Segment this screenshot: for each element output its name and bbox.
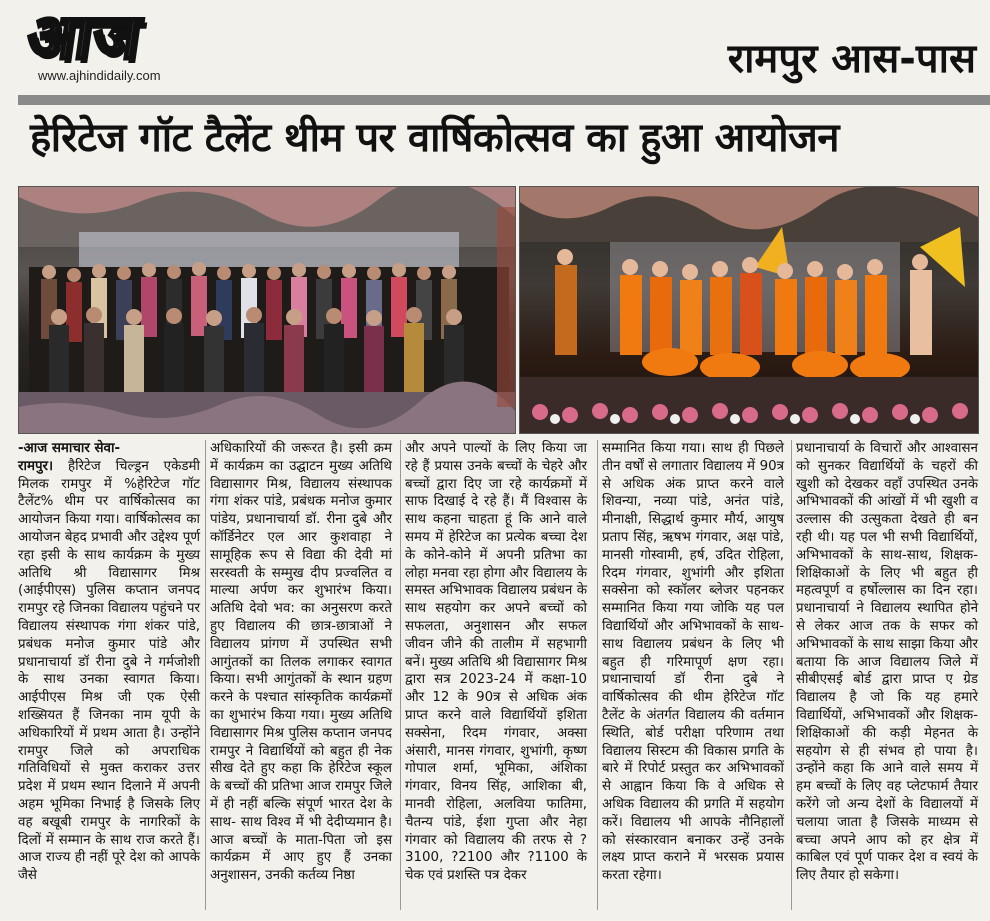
column-1-text: हैरिटेज चिल्ड्रन एकेडमी मिलक रामपुर में %हेरिटेज गॉट टैलेंट% थीम पर वार्षिकोत्सव का आयोजन किया गया। वार्षिकोत्सव का आयोजन बेहद प्रभावी और उद्देश्य पूर्ण रहा इसी के साथ कार्यक्रम के मुख्य अतिथि श्री विद्यासागर मिश्र (आईपीएस) पुलिस कप्तान जनपद रामपुर रहे जिनका विद्यालय पहुंचने पर विद्यालय संस्थापक गंगा शंकर पांडे, प्रबंधक मनोज कुमार पांडे और प्रधानाचार्या डॉ रीना दुबे ने गर्मजोशी के साथ उनका स्वागत किया। आईपीएस मिश्र जी एक ऐसी शख्सियत हैं जिनका नाम यूपी के अधिकारियों में प्रथम आता है। उन्होंने रामपुर जिले को अपराधिक गतिविधियों से मुक्त कराकर उत्तर प्रदेश में प्रथम स्थान दिलाने में अपनी अहम भूमिका निभाई है जिसके लिए वह बखूबी रामपुर के नागरिकों के दिलों में सम्मान के साथ राज करते हैं। आज राज्य ही नहीं पूरे देश को आपके जैसे	[18, 458, 201, 884]
article-column-4	[602, 440, 784, 885]
column-divider	[205, 440, 206, 910]
column-5-text: प्रधानाचार्या के विचारों और आश्वासन को सुनकर विद्यार्थियों के चहरों की खुशी को देखकर वहाँ उपस्थित उनके अभिभावकों की आंखों में भी खुशी व उल्लास की उत्सुकता देखते ही बन रही थी। यह पल भी सभी विद्यार्थियों, अभिभावकों के साथ-साथ, शिक्षक-शिक्षिकाओं के लिए भी बहुत ही महत्वपूर्ण व हर्षोल्लास का दिन रहा। प्रधानाचार्या ने विद्यालय स्थापित होने से लेकर आज तक के सफर को अभिभावकों के साथ साझा किया और बताया कि आज विद्यालय जिले में सीबीएसई बोर्ड द्वारा प्राप्त ए ग्रेड विद्यालय है जो कि यह हमारे विद्यार्थियों, अभिभावकों और शिक्षक- शिक्षिकाओं की कड़ी मेहनत के सहयोग से ही संभव हो पाया है। उन्होंने कहा कि आने वाले समय में हम बच्चों के लिए वह प्लेटफार्म तैयार करेंगे जो अन्य देशों के विद्यालयों में चलाया जाता है जिसके माध्यम से बच्चा अपने आप को हर क्षेत्र में काबिल एवं पूर्ण पाकर देश व स्वयं के लिए तैयार हो सकेगा।	[796, 441, 978, 884]
article-body	[18, 440, 980, 921]
column-3-text: और अपने पाल्यों के लिए किया जा रहे हैं प्रयास उनके बच्चों के चेहरे और बच्चों द्वारा दिए जा रहे कार्यक्रमों में साफ दिखाई दे रहे हैं। मैं विश्वास के साथ कहना चाहता हूं कि आने वाले समय में हेरिटेज का प्रत्येक बच्चा देश के कोने-कोने में अपनी प्रतिभा का लोहा मनवा रहा होगा और विद्यालय के समस्त अभिभावक विद्यालय प्रबंधन के साथ सहयोग कर अपने बच्चों को सफलता, अनुशासन और सफल जीवन जीने की तालीम में सहभागी बनें। मुख्य अतिथि श्री विद्यासागर मिश्र द्वारा सत्र 2023-24 में कक्षा-10 और 12 के 90त्र से अधिक अंक प्राप्त करने वाले विद्यार्थियों इशिता सक्सेना, रिदम गंगवार, अक्सा अंसारी, मानस गंगवार, शुभांगी, कृष्ण गोपाल शर्मा, भूमिका, अंशिका गंगवार, विनय सिंह, आशिका बी, मानवी रोहिला, अलविया फातिमा, चैतन्य पांडे, ईशा गुप्ता और नेहा गंगवार को विद्यालय की तरफ से ?3100, ?2100 और ?1100 के चेक एवं प्रशस्ति पत्र देकर	[405, 441, 587, 884]
article-column-3	[405, 440, 587, 885]
column-divider	[791, 440, 792, 910]
website-url: www.ajhindidaily.com	[38, 68, 161, 83]
masthead	[0, 0, 990, 92]
stage-performance-photo	[519, 186, 979, 434]
column-divider	[400, 440, 401, 910]
article-headline: हेरिटेज गॉट टैलेंट थीम पर वार्षिकोत्सव का हुआ आयोजन	[30, 115, 840, 161]
column-divider	[597, 440, 598, 910]
section-title: रामपुर आस-पास	[727, 36, 976, 82]
stage-performance-image	[520, 187, 978, 433]
byline: -आज समाचार सेवा-	[18, 441, 121, 456]
newspaper-logo: आज	[22, 0, 147, 73]
dateline-place: रामपुर।	[18, 458, 54, 474]
article-column-1	[18, 440, 200, 885]
article-column-5	[796, 440, 978, 885]
group-photo-image	[19, 187, 515, 433]
article-column-2	[210, 440, 392, 885]
column-4-text: सम्मानित किया गया। साथ ही पिछले तीन वर्षों से लगातार विद्यालय में 90त्र से अधिक अंक प्राप्त करने वाले शिवन्या, नव्या पांडे, अनंत पांडे, मीनाक्षी, सिद्धार्थ कुमार मौर्य, आयुष प्रताप सिंह, ऋषभ गंगवार, अक्ष पांडे, मानसी गोस्वामी, हर्ष, उदित रोहिला, रिदम गंगवार, शुभांगी और इशिता सक्सेना को स्कॉलर ब्लेजर पहनकर सम्मानित किया गया जोकि यह पल विद्यार्थियों और अभिभावकों के साथ-साथ विद्यालय प्रबंधन के लिए भी बहुत ही गरिमापूर्ण क्षण रहा। प्रधानाचार्या डॉ रीना दुबे ने वार्षिकोत्सव की थीम हेरिटेज गॉट टैलेंट के अंतर्गत विद्यालय की वर्तमान स्थिति, बोर्ड परीक्षा परिणाम तथा विद्यालय सिस्टम की विकास प्रगति के बारे में रिपोर्ट प्रस्तुत कर अभिभावकों से आह्वान किया कि वे अधिक से अधिक विद्यालय की प्रगति में सहयोग करें। विद्यालय भी आपके नौनिहालों को संस्कारवान बनाकर उन्हें उनके लक्ष्य प्राप्त कराने में भरसक प्रयास करता रहेगा।	[602, 441, 784, 884]
masthead-divider	[18, 95, 990, 105]
group-photo	[18, 186, 516, 434]
column-2-text: अधिकारियों की जरूरत है। इसी क्रम में कार्यक्रम का उद्घाटन मुख्य अतिथि विद्यासागर मिश्र, विद्यालय संस्थापक गंगा शंकर पांडे, प्रबंधक मनोज कुमार पांडेय, प्रधानाचार्या डॉ. रीना दुबे और कॉर्डिनेटर एल आर कुशवाहा ने सामूहिक रूप से विद्या की देवी मां सरस्वती के सम्मुख दीप प्रज्वलित व माल्या अर्पण कर शुभारंभ किया। अतिथि देवो भव: का अनुसरण करते हुए विद्यालय की छात्र-छात्राओं ने विद्यालय प्रांगण में उपस्थित सभी आगुंतकों का तिलक लगाकर स्वागत किया। सभी आगुंतकों के स्थान ग्रहण करने के पश्चात सांस्कृतिक कार्यक्रमों का शुभारंभ किया गया। मुख्य अतिथि विद्यासागर मिश्र पुलिस कप्तान जनपद रामपुर ने विद्यार्थियों को बहुत ही नेक सीख देते हुए कहा कि हेरिटेज स्कूल के बच्चों की प्रतिभा आज रामपुर जिले में ही नहीं बल्कि संपूर्ण भारत देश के साथ- साथ विश्व में भी देदीप्यमान है। आज बच्चों के माता-पिता जो इस कार्यक्रम में आए हुए हैं उनका अनुशासन, उनकी कर्तव्य निष्ठा	[210, 441, 392, 884]
